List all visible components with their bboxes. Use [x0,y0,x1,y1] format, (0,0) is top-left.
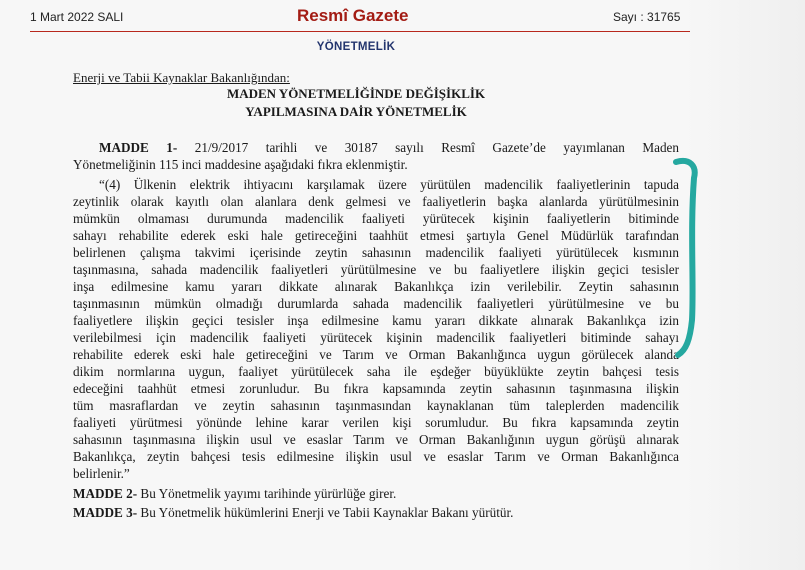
header-title: Resmî Gazete [297,6,409,25]
header-divider [30,31,690,32]
ministry-line: Enerji ve Tabii Kaynaklar Bakanlığından: [73,70,290,85]
madde3-line [73,505,513,521]
header-date: 1 Mart 2022 SALI [30,10,124,24]
paragraph-line: taşınmasına, sahada madencilik faaliyetleri yürütülmesine ve bu faaliyetlere ilişkin geçici tesisler [73,262,679,277]
madde1-label: MADDE 1- [99,140,178,155]
madde2-line [73,486,396,502]
madde1-text-1: 21/9/2017 tarihli ve 30187 sayılı Resmî Gazete’de yayımlanan Maden [194,140,679,155]
paragraph-line: taşınmasının mümkün olmadığı durumlarda sahada madencilik faaliyetleri yürütülmesine ve bu [73,296,679,311]
madde2-label: MADDE 2- [73,486,138,501]
paragraph-line: belirlenen çalışma takvimi içerisinde zeytin sahasının madencilik faaliyeti yürütülecek kısmının [73,245,679,260]
header-issue-number: Sayı : 31765 [613,10,681,24]
madde1-line-1 [73,140,679,156]
regulation-title-line-1: MADEN YÖNETMELİĞİNDE DEĞİŞİKLİK [226,86,486,101]
madde1-line-2: Yönetmeliğinin 115 inci maddesine aşağıdaki fıkra eklenmiştir. [73,157,408,172]
regulation-title-line-2: YAPILMASINA DAİR YÖNETMELİK [245,104,467,119]
paragraph-line: tüm masraflardan ve zeytin sahasının taşınmasından kaynaklanan tüm taleplerden madencilik [73,398,679,413]
paragraph-line: mümkün olmaması durumunda madencilik faaliyeti yürütecek kişinin faaliyetlerin bitiminde [73,211,679,226]
madde2-text: Bu Yönetmelik yayımı tarihinde yürürlüğe girer. [140,486,397,501]
paragraph-line: verilebilmesi için madencilik faaliyeti yürütecek kişinin madencilik faaliyetleri bitiminde sahayı [73,330,679,345]
paragraph-line: “(4) Ülkenin elektrik ihtiyacını karşılamak üzere yürütülen madencilik faaliyetlerinin tapuda [99,177,679,192]
section-heading: YÖNETMELİK [316,41,396,53]
paragraph-line: belirlenir.” [73,466,130,481]
paragraph-line: rehabilite ederek eski hale getireceğini ve Tarım ve Orman Bakanlığınca uygun görülecek alanda [73,347,679,362]
paragraph-line: edeceğini taahhüt etmesi zorunludur. Bu fıkra kapsamında zeytin sahasının taşınmasına ilişkin [73,381,679,396]
madde3-text: Bu Yönetmelik hükümlerini Enerji ve Tabii Kaynaklar Bakanı yürütür. [140,505,514,520]
paragraph-line: zeytinlik olarak kayıtlı olan alanlara denk gelmesi ve faaliyetlerin başka alanlarda yürütülmesinin [73,194,679,209]
paragraph-line: sahayı rehabilite ederek eski hale getireceğini taahhüt etmesi şartıyla Genel Müdürlük tarafından [73,228,679,243]
paragraph-line: inşa edilmesine kamu yararı dikkate alınarak Bakanlıkça izin verilebilir. Zeytin sahasının [73,279,679,294]
paragraph-line: Bakanlıkça, zeytin bahçesi tesis edilmesine ilişkin usul ve esaslar Tarım ve Orman Bakanlığınca [73,449,679,464]
madde3-label: MADDE 3- [73,505,138,520]
paragraph-line: faaliyeti yürütmesi yönünde lehine karar verilen kişi sorumludur. Bu fıkra kapsamında zeytin [73,415,679,430]
paragraph-line: faaliyetlere ilişkin geçici tesisler inşa edilmesine kamu yararı dikkate alınarak Bakanlıkça izin [73,313,679,328]
paragraph-line: dikim normlarına uygun, faaliyet yürütülecek saha ile eşdeğer büyüklükte zeytin bahçesi tesis [73,364,679,379]
paragraph-line: sahasının taşınmasına ilişkin usul ve esaslar Tarım ve Orman Bakanlığının uygun görüşü alınarak [73,432,679,447]
